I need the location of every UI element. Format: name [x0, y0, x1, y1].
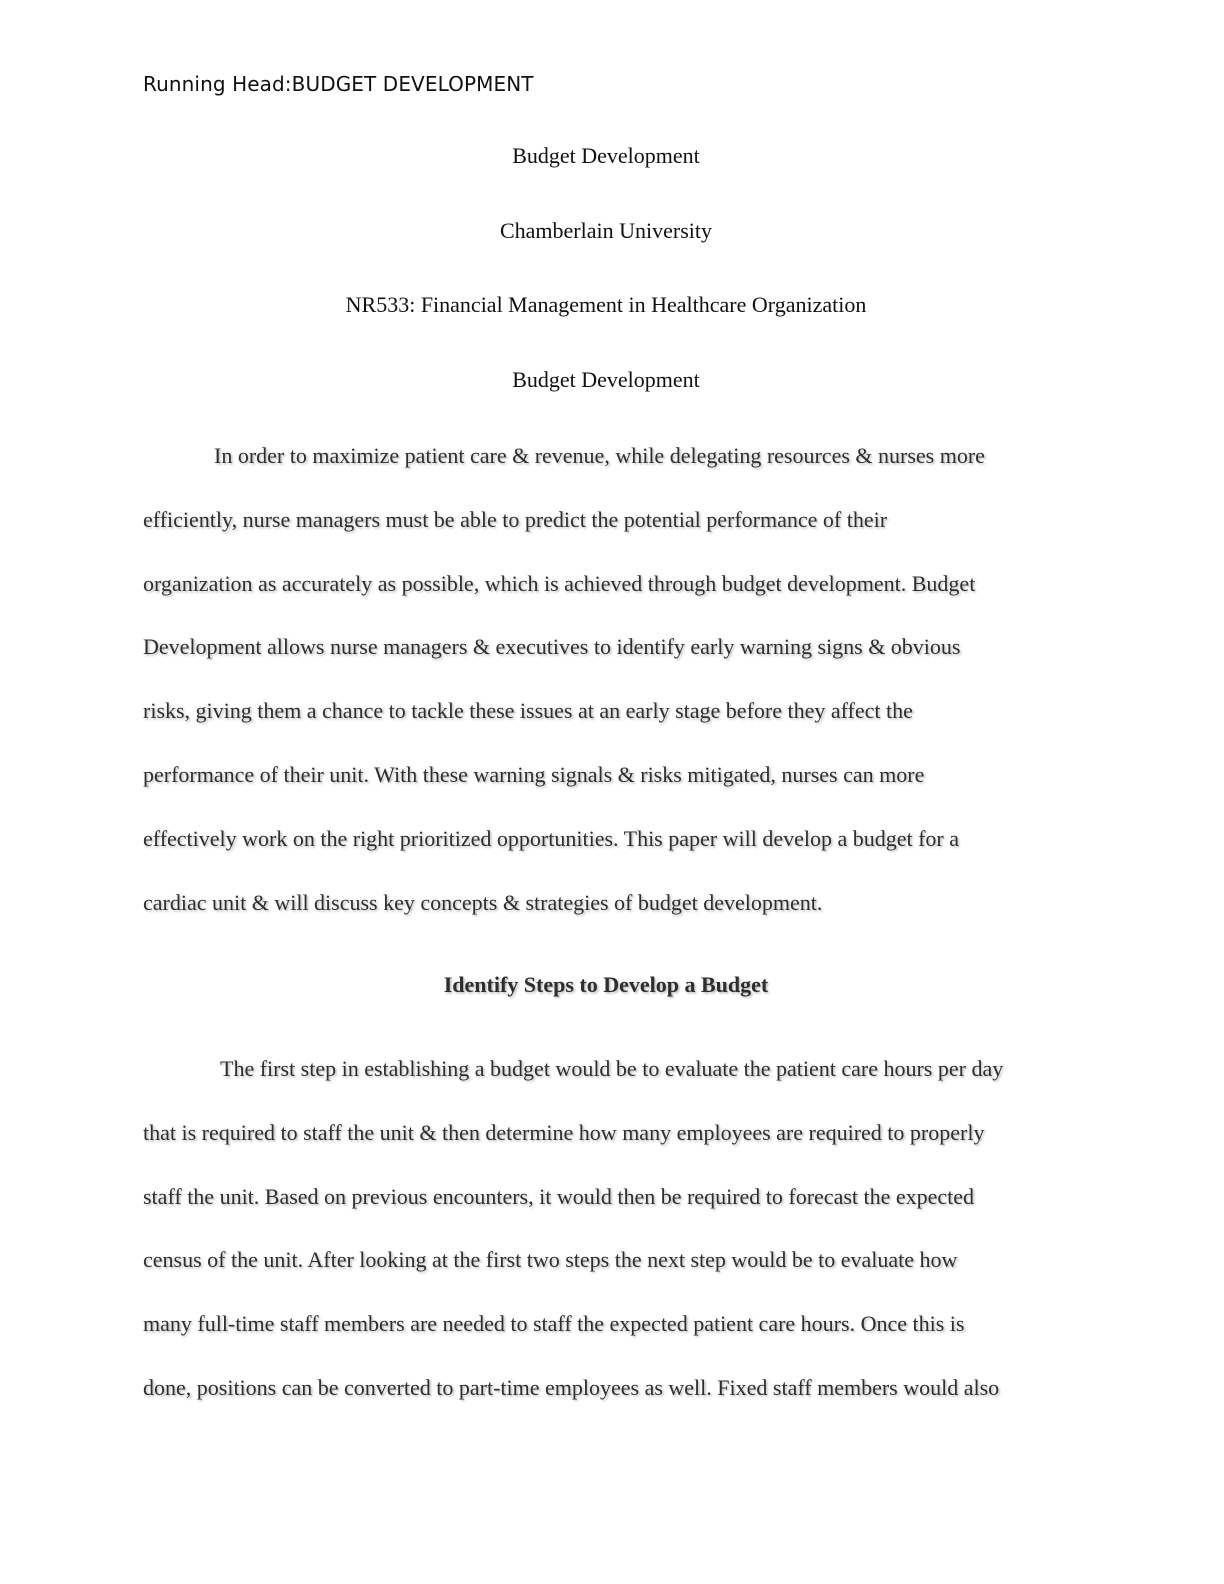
- course-name: NR533: Financial Management in Healthcare Organization: [345, 292, 867, 317]
- paragraph-line: many full-time staff members are needed to staff the expected patient care hours. Once this is: [143, 1311, 965, 1337]
- institution-name: Chamberlain University: [499, 217, 712, 243]
- paragraph-line: staff the unit. Based on previous encounters, it would then be required to forecast the expected: [143, 1183, 975, 1209]
- intro-paragraph: [143, 424, 1073, 934]
- paper-title: Budget Development: [512, 143, 700, 168]
- paragraph-line: Development allows nurse managers & executives to identify early warning signs & obvious: [143, 634, 961, 660]
- paragraph-line: organization as accurately as possible, which is achieved through budget development. Budget: [143, 570, 976, 596]
- paragraph-line: that is required to staff the unit & then determine how many employees are required to properly: [143, 1119, 985, 1145]
- paragraph-line: The first step in establishing a budget would be to evaluate the patient care hours per day: [220, 1056, 1004, 1081]
- paragraph-line: risks, giving them a chance to tackle these issues at an early stage before they affect the: [143, 698, 913, 724]
- paragraph-line: performance of their unit. With these warning signals & risks mitigated, nurses can more: [143, 761, 925, 787]
- paragraph-line: efficiently, nurse managers must be able to predict the potential performance of their: [143, 506, 888, 532]
- paragraph-line: census of the unit. After looking at the first two steps the next step would be to evaluate how: [143, 1247, 958, 1273]
- paragraph-line: done, positions can be converted to part-time employees as well. Fixed staff members would also: [143, 1374, 1000, 1400]
- paragraph-line: cardiac unit & will discuss key concepts & strategies of budget development.: [143, 889, 823, 915]
- paragraph-line: In order to maximize patient care & revenue, while delegating resources & nurses more: [214, 443, 985, 468]
- paragraph-line: effectively work on the right prioritized opportunities. This paper will develop a budget for a: [143, 825, 960, 851]
- title-block: [0, 141, 1212, 439]
- section-heading: Identify Steps to Develop a Budget: [443, 972, 769, 997]
- paper-subtitle: Budget Development: [512, 366, 700, 392]
- running-head: Running Head:BUDGET DEVELOPMENT: [143, 72, 534, 96]
- section-paragraph: [143, 1037, 1073, 1420]
